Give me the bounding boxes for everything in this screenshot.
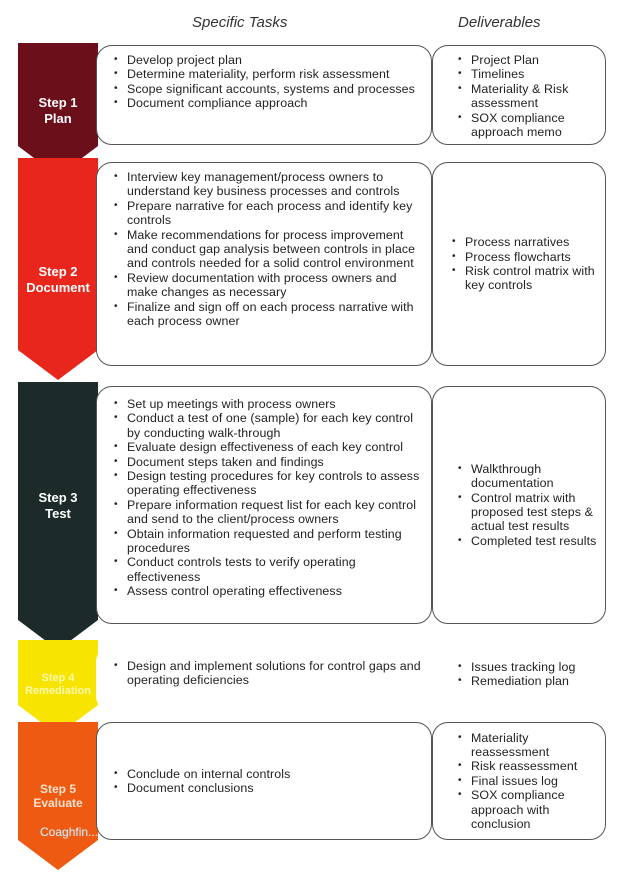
list-item: • Design and implement solutions for control gaps and operating deficiencies [113,659,421,688]
list-item: • Assess control operating effectiveness [113,584,421,598]
list-item: • SOX compliance approach with conclusion [457,788,599,831]
list-item: • Finalize and sign off on each process narrative with each process owner [113,300,421,329]
step-4-chevron [18,640,98,735]
list-item: • Completed test results [457,534,599,548]
watermark: Coaghfin... [40,825,99,839]
list-item: • Set up meetings with process owners [113,397,421,411]
deliverables-column-header: Deliverables [458,14,541,31]
step-1-deliverables-list [433,46,605,139]
list-item: • Document conclusions [113,781,421,795]
list-item: • Risk control matrix with key controls [451,264,599,293]
step-3-chevron [18,382,98,650]
step-2-tasks-box [96,162,432,366]
step-3-tasks-list [97,387,431,599]
step-5-number: Step 5 [39,782,76,796]
step-4-tasks-box [96,646,432,712]
list-item: • Walkthrough documentation [457,462,599,491]
step-1-deliverables-box [432,45,606,145]
list-item: • Process flowcharts [451,250,599,264]
step-5-deliverables-list [433,731,605,832]
list-item: • Develop project plan [113,53,421,67]
step-3-deliverables-box [432,386,606,624]
list-item: • Timelines [457,67,599,81]
step-3-name: Test [45,506,71,521]
list-item: • Conduct controls tests to verify operating effectiveness [113,555,421,584]
step-5-tasks-list [97,723,431,796]
list-item: • Conclude on internal controls [113,767,421,781]
step-2-tasks-list [97,163,431,328]
list-item: • Interview key management/process owners to understand key business processes and controls [113,170,421,199]
step-4-name: Remediation [24,685,91,697]
list-item: • Materiality & Risk assessment [457,82,599,111]
step-2-number: Step 2 [38,264,78,279]
list-item: • Conduct a test of one (sample) for each key control by conducting walk-through [113,411,421,440]
list-item: • Obtain information requested and perform testing procedures [113,527,421,556]
step-4-number: Step 4 [41,672,75,684]
step-3-tasks-box [96,386,432,624]
list-item: • Prepare narrative for each process and identify key controls [113,199,421,228]
step-2-chevron [18,158,98,380]
list-item: • Design testing procedures for key controls to assess operating effectiveness [113,469,421,498]
list-item: • SOX compliance approach memo [457,111,599,140]
list-item: • Risk reassessment [457,759,599,773]
list-item: • Issues tracking log [457,660,599,674]
list-item: • Prepare information request list for each key control and send to the client/process owners [113,498,421,527]
list-item: • Remediation plan [457,674,599,688]
step-3-number: Step 3 [38,490,78,505]
list-item: • Determine materiality, perform risk assessment [113,67,421,81]
step-2-deliverables-box [432,162,606,366]
step-4-deliverables-list [433,647,605,689]
step-1-chevron [18,43,98,176]
step-3-deliverables-list [433,462,605,548]
list-item: • Document steps taken and findings [113,455,421,469]
step-1-name: Plan [44,111,72,126]
step-1-number: Step 1 [38,95,78,110]
list-item: • Document compliance approach [113,96,421,110]
list-item: • Materiality reassessment [457,731,599,760]
step-4-tasks-list [97,647,431,688]
list-item: • Make recommendations for process improvement and conduct gap analysis between controls in place and controls needed for a solid control environment [113,228,421,271]
step-1-tasks-list [97,46,431,111]
list-item: • Review documentation with process owners and make changes as necessary [113,271,421,300]
list-item: • Final issues log [457,774,599,788]
step-5-tasks-box [96,722,432,840]
step-1-tasks-box [96,45,432,145]
step-5-deliverables-box [432,722,606,840]
list-item: • Project Plan [457,53,599,67]
list-item: • Evaluate design effectiveness of each key control [113,440,421,454]
list-item: • Scope significant accounts, systems and processes [113,82,421,96]
list-item: • Process narratives [451,235,599,249]
step-2-deliverables-list [433,235,605,293]
step-5-name: Evaluate [33,796,83,810]
step-2-name: Document [26,280,90,295]
step-5-chevron [18,722,98,870]
list-item: • Control matrix with proposed test steps & actual test results [457,491,599,534]
step-4-deliverables-box [432,646,606,712]
tasks-column-header: Specific Tasks [192,14,288,31]
